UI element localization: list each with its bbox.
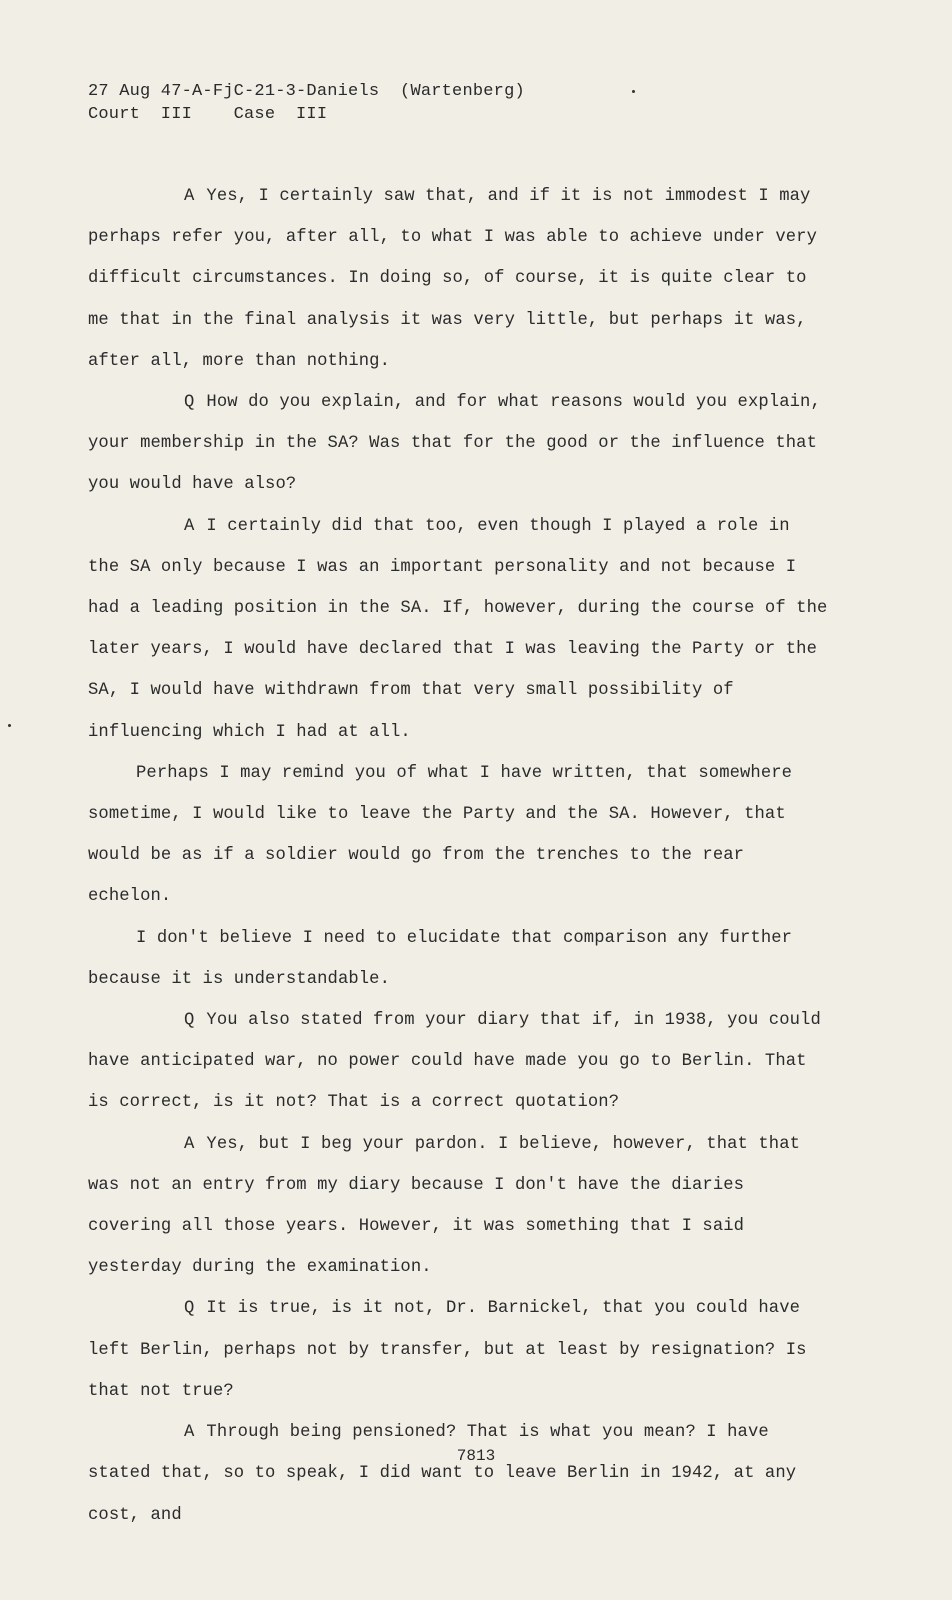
paragraph-text: Through being pensioned? That is what you mean? I have stated that, so to speak, I did want to leave Berlin in 1942, at any cost, and [88,1423,797,1525]
speaker-label: A [184,187,195,206]
paragraph-text: Yes, but I beg your pardon. I believe, however, that that was not an entry from my diary because I don't have the diaries covering all those years. However, it was something that I said yesterday during the examination. [88,1134,801,1278]
paper-speck [8,724,11,727]
paragraph-text: Perhaps I may remind you of what I have written, that somewhere sometime, I would like to leave the Party and the SA. However, that would be as if a soldier would go from the trenches to the rear echelon. [88,763,793,907]
transcript-body [88,176,828,1536]
transcript-paragraph [88,753,828,918]
speaker-label: Q [184,1299,195,1319]
paper-speck [632,90,635,93]
paragraph-text: It is true, is it not, Dr. Barnickel, that you could have left Berlin, perhaps not by transfer, but at least by resignation? Is that not true? [88,1299,807,1401]
transcript-paragraph [88,1412,828,1536]
paragraph-text: I don't believe I need to elucidate that comparison any further because it is understandable. [88,928,793,989]
paragraph-text: Yes, I certainly saw that, and if it is not immodest I may perhaps refer you, after all, to what I was able to achieve under very difficult circumstances. In doing so, of course, it is quite clear to me that in the final analysis it was very little, but perhaps it was, after all, more than nothing. [88,187,817,371]
speaker-label: A [184,1423,195,1443]
document-header [88,80,525,126]
speaker-label: A [184,516,195,536]
paragraph-text: How do you explain, and for what reasons would you explain, your membership in the SA? Was that for the good or the influence that you would have also? [88,393,821,495]
paragraph-text: You also stated from your diary that if, in 1938, you could have anticipated war, no power could have made you go to Berlin. That is correct, is it not? That is a correct quotation? [88,1011,821,1113]
transcript-paragraph [88,506,828,753]
transcript-paragraph [88,1288,828,1412]
transcript-paragraph [88,176,828,382]
page-number: 7813 [456,1447,496,1465]
transcript-paragraph [88,918,828,1000]
transcript-paragraph [88,382,828,506]
paragraph-text: I certainly did that too, even though I played a role in the SA only because I was an important personality and not because I had a leading position in the SA. If, however, during the course of the later years, I would have declared that I was leaving the Party or the SA, I would have withdrawn from that very small possibility of influencing which I had at all. [88,516,828,742]
header-line-court-case: Court III Case III [88,105,328,124]
header-line-date-reference: 27 Aug 47-A-FjC-21-3-Daniels (Wartenberg) [88,82,525,101]
transcript-paragraph [88,1000,828,1124]
transcript-paragraph [88,1124,828,1289]
speaker-label: Q [184,1011,195,1031]
speaker-label: A [184,1134,195,1154]
speaker-label: Q [184,393,195,413]
